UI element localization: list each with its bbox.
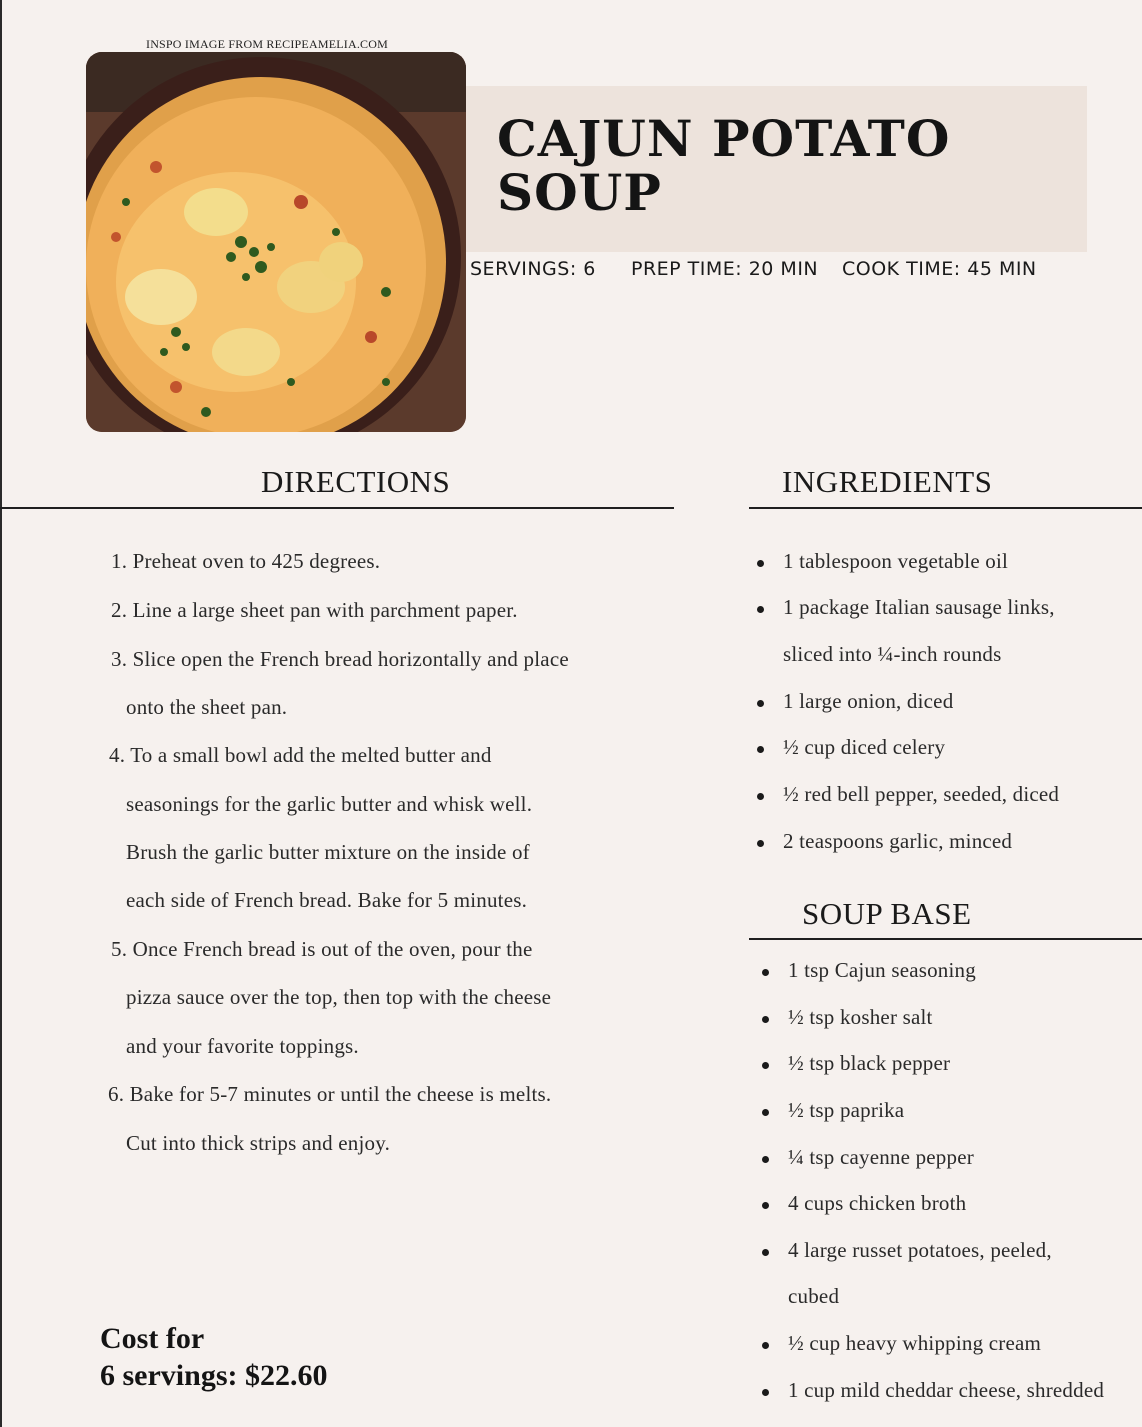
bullet-icon <box>762 1062 769 1069</box>
bullet-icon <box>757 746 764 753</box>
soup-base-line: ½ tsp black pepper <box>788 1051 951 1075</box>
ingredient-line: 2 teaspoons garlic, minced <box>783 829 1013 853</box>
cost-line-1: Cost for <box>100 1322 205 1355</box>
directions-rule <box>0 507 674 509</box>
bullet-icon <box>762 1249 769 1256</box>
bullet-icon <box>757 793 764 800</box>
soup-base-line: 1 tsp Cajun seasoning <box>788 958 976 982</box>
soup-base-line: 4 large russet potatoes, peeled, <box>788 1238 1052 1262</box>
soup-base-line: ½ tsp paprika <box>788 1098 905 1122</box>
directions-heading: DIRECTIONS <box>261 464 451 499</box>
direction-line: each side of French bread. Bake for 5 minutes. <box>126 888 528 912</box>
soup-base-line: ½ cup heavy whipping cream <box>788 1331 1042 1355</box>
soup-base-line: cubed <box>788 1284 840 1308</box>
bullet-icon <box>757 840 764 847</box>
image-credit: INSPO IMAGE FROM RECIPEAMELIA.COM <box>146 37 388 51</box>
title-line-1: CAJUN POTATO <box>497 109 951 168</box>
bullet-icon <box>757 700 764 707</box>
bullet-icon <box>762 1342 769 1349</box>
direction-line: pizza sauce over the top, then top with the cheese <box>126 985 552 1009</box>
soup-base-heading: SOUP BASE <box>802 896 972 931</box>
soup-base-rule <box>749 938 1142 940</box>
title-line-2: SOUP <box>497 163 662 222</box>
direction-line: and your favorite toppings. <box>126 1034 359 1058</box>
ingredients-rule <box>749 507 1142 509</box>
ingredient-line: sliced into ¼-inch rounds <box>783 642 1002 666</box>
ingredient-line: 1 package Italian sausage links, <box>783 595 1055 619</box>
ingredient-line: ½ cup diced celery <box>783 735 946 759</box>
soup-base-line: 4 cups chicken broth <box>788 1191 967 1215</box>
servings: SERVINGS: 6 <box>470 258 596 280</box>
bullet-icon <box>757 560 764 567</box>
direction-line: 5. Once French bread is out of the oven, pour the <box>111 937 533 961</box>
bullet-icon <box>762 1016 769 1023</box>
direction-line: 4. To a small bowl add the melted butter and <box>109 743 492 767</box>
cost-line-2: 6 servings: $22.60 <box>100 1359 328 1392</box>
bullet-icon <box>762 1156 769 1163</box>
recipe-title <box>497 109 1057 222</box>
ingredient-line: 1 large onion, diced <box>783 689 954 713</box>
soup-base-line: 1 cup mild cheddar cheese, shredded <box>788 1378 1105 1402</box>
ingredient-line: 1 tablespoon vegetable oil <box>783 549 1009 573</box>
bullet-icon <box>762 969 769 976</box>
bullet-icon <box>757 606 764 613</box>
direction-line: seasonings for the garlic butter and whisk well. <box>126 792 533 816</box>
soup-base-line: ½ tsp kosher salt <box>788 1005 933 1029</box>
direction-line: Cut into thick strips and enjoy. <box>126 1131 391 1155</box>
direction-line: Brush the garlic butter mixture on the inside of <box>126 840 530 864</box>
bullet-icon <box>762 1202 769 1209</box>
bullet-icon <box>762 1389 769 1396</box>
ingredients-heading: INGREDIENTS <box>782 464 993 499</box>
prep-time: PREP TIME: 20 MIN <box>631 258 819 280</box>
direction-line: 3. Slice open the French bread horizontally and place <box>111 647 569 671</box>
soup-base-line: ¼ tsp cayenne pepper <box>788 1145 974 1169</box>
soup-photo <box>86 52 466 432</box>
left-border <box>0 0 2 1427</box>
direction-line: 1. Preheat oven to 425 degrees. <box>111 549 381 573</box>
cost-summary <box>100 1320 328 1394</box>
bullet-icon <box>762 1109 769 1116</box>
ingredient-line: ½ red bell pepper, seeded, diced <box>783 782 1060 806</box>
direction-line: onto the sheet pan. <box>126 695 288 719</box>
direction-line: 6. Bake for 5-7 minutes or until the cheese is melts. <box>108 1082 552 1106</box>
direction-line: 2. Line a large sheet pan with parchment paper. <box>111 598 518 622</box>
cook-time: COOK TIME: 45 MIN <box>842 258 1037 280</box>
